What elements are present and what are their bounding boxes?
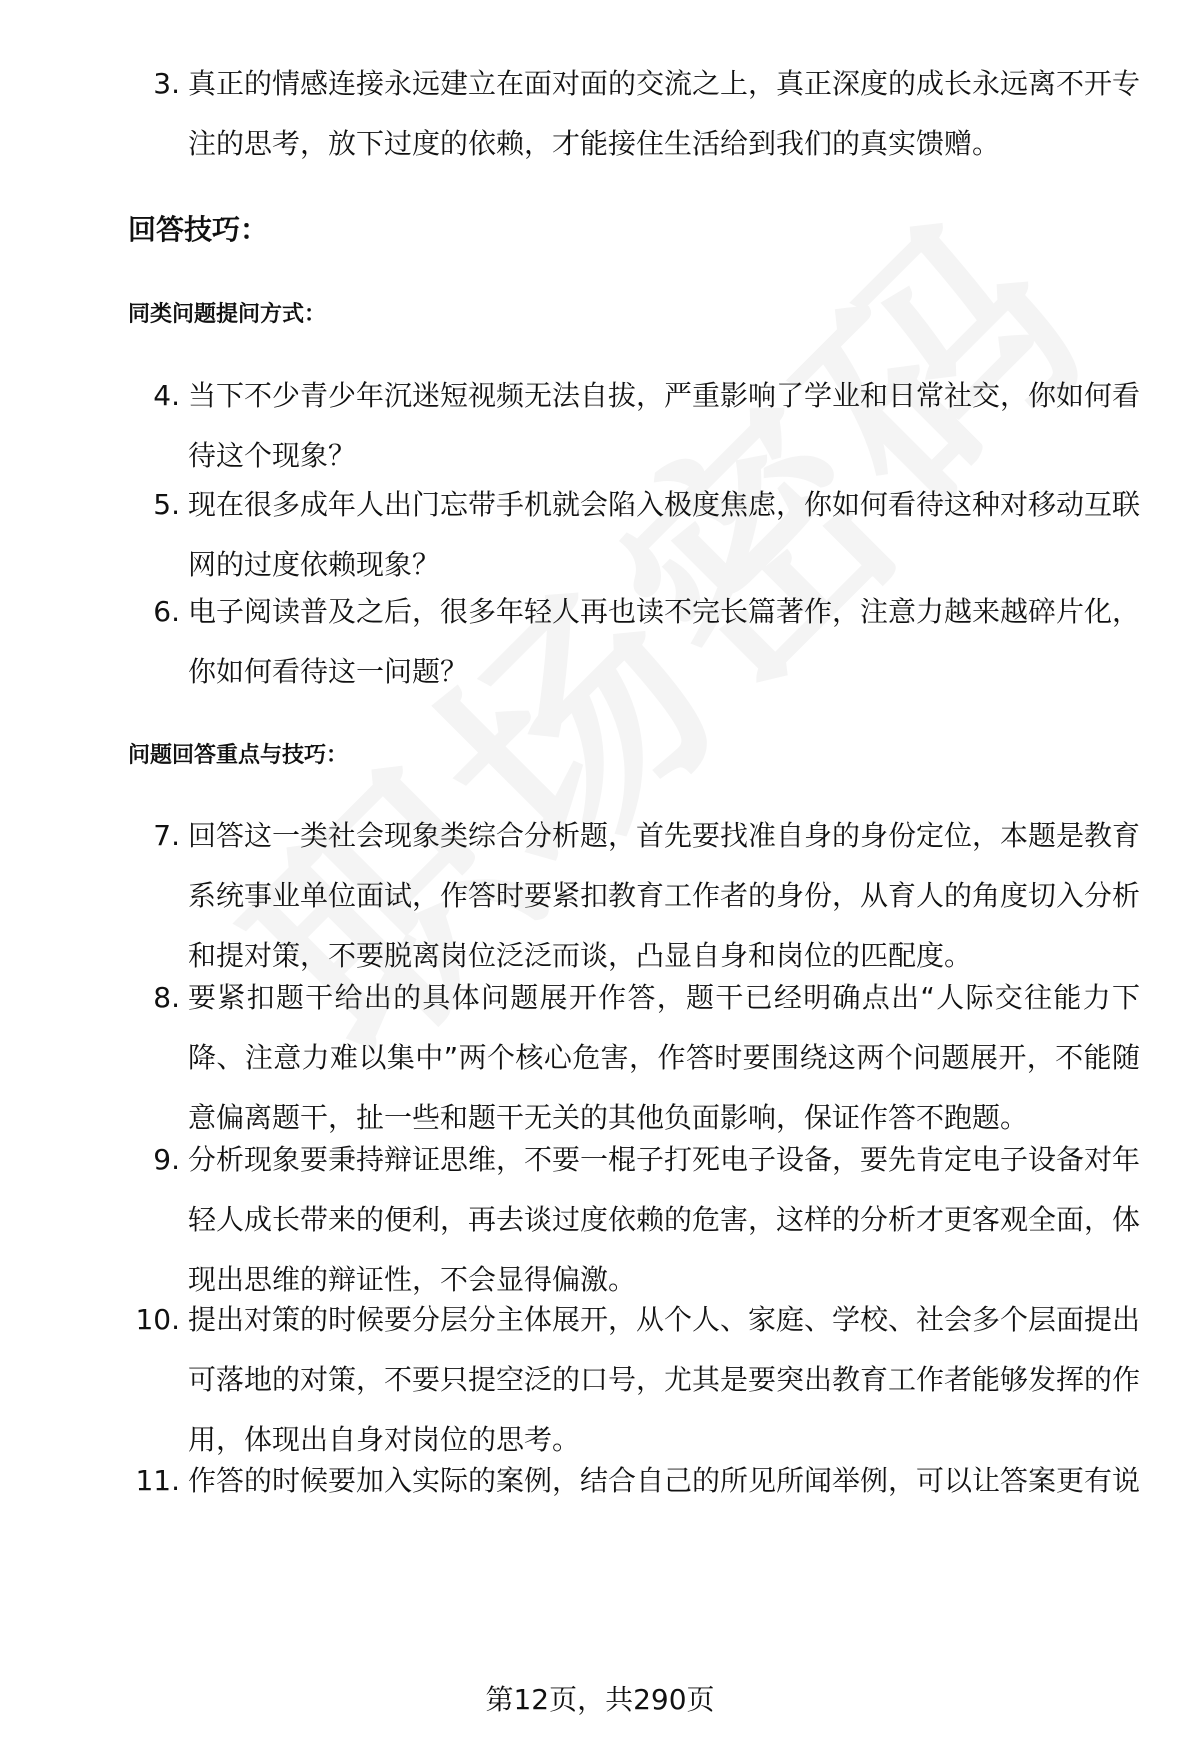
item-text: 现在很多成年人出门忘带手机就会陷入极度焦虑，你如何看待这种对移动互联网的过度依赖现象？ xyxy=(188,488,1141,581)
item-number: 8. xyxy=(153,981,180,1014)
item-text: 要紧扣题干给出的具体问题展开作答，题干已经明确点出“人际交往能力下降、注意力难以集中”两个核心危害，作答时要围绕这两个问题展开，不能随意偏离题干，扯一些和题干无关的其他负面影响，保证作答不跑题。 xyxy=(188,981,1140,1134)
subheading-answer-focus: 问题回答重点与技巧： xyxy=(128,743,349,768)
item-number: 5. xyxy=(153,488,180,521)
item-number: 9. xyxy=(153,1143,180,1176)
item-text: 提出对策的时候要分层分主体展开，从个人、家庭、学校、社会多个层面提出可落地的对策，不要只提空泛的口号，尤其是要突出教育工作者能够发挥的作用，体现出自身对岗位的思考。 xyxy=(188,1303,1141,1456)
item-number: 7. xyxy=(153,819,180,852)
item-text: 分析现象要秉持辩证思维，不要一棍子打死电子设备，要先肯定电子设备对年轻人成长带来的便利，再去谈过度依赖的危害，这样的分析才更客观全面，体现出思维的辩证性，不会显得偏激。 xyxy=(188,1143,1141,1296)
item-text: 当下不少青少年沉迷短视频无法自拔，严重影响了学业和日常社交，你如何看待这个现象？ xyxy=(188,379,1141,472)
section-heading-tips: 回答技巧： xyxy=(128,213,269,246)
item-number: 10. xyxy=(135,1303,180,1336)
item-text: 作答的时候要加入实际的案例，结合自己的所见所闻举例，可以让答案更有说 xyxy=(188,1464,1141,1497)
item-text: 电子阅读普及之后，很多年轻人再也读不完长篇著作，注意力越来越碎片化，你如何看待这一问题？ xyxy=(188,595,1141,688)
subheading-similar-questions: 同类问题提问方式： xyxy=(128,302,327,327)
item-number: 4. xyxy=(153,379,180,412)
page-footer: 第12页，共290页 xyxy=(485,1683,715,1716)
item-number: 3. xyxy=(153,67,180,100)
item-number: 6. xyxy=(153,595,180,628)
item-text: 真正的情感连接永远建立在面对面的交流之上，真正深度的成长永远离不开专注的思考，放下过度的依赖，才能接住生活给到我们的真实馈赠。 xyxy=(188,67,1141,160)
item-number: 11. xyxy=(135,1464,180,1497)
item-text: 回答这一类社会现象类综合分析题，首先要找准自身的身份定位，本题是教育系统事业单位面试，作答时要紧扣教育工作者的身份，从育人的角度切入分析和提对策，不要脱离岗位泛泛而谈，凸显自身和岗位的匹配度。 xyxy=(188,819,1141,972)
